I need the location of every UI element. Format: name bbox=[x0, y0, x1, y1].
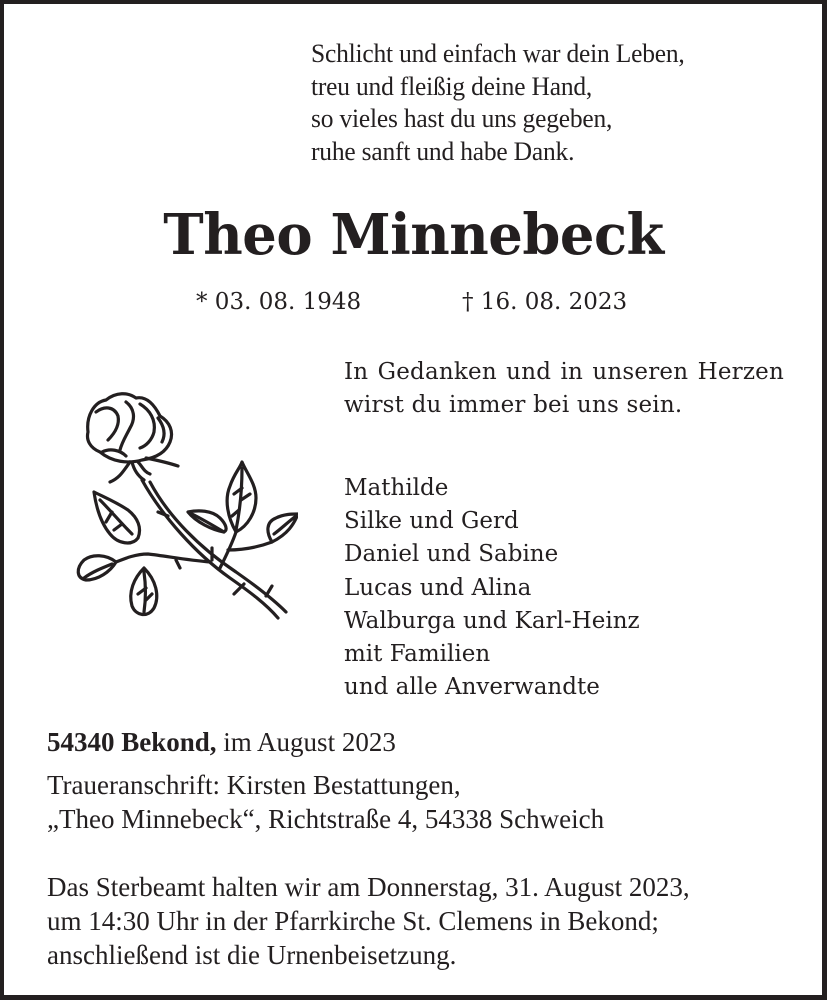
funeral-service-info bbox=[47, 870, 690, 972]
mourner-entry: Lucas und Alina bbox=[344, 574, 532, 601]
mourner-entry: Mathilde bbox=[344, 475, 449, 501]
poem-line: treu und fleißig deine Hand, bbox=[311, 71, 593, 101]
place: 54340 Bekond, bbox=[47, 727, 217, 757]
rose-icon bbox=[66, 382, 298, 626]
memorial-quote: In Gedanken und in unseren Herzen wirst du immer bei uns sein. bbox=[344, 359, 784, 418]
mourner-entry: und alle Anverwandte bbox=[344, 674, 600, 701]
mourning-address bbox=[47, 768, 604, 836]
date: im August 2023 bbox=[216, 727, 396, 757]
address-line: „Theo Minnebeck“, Richtstraße 4, 54338 Schweich bbox=[47, 804, 605, 834]
death-date: † 16. 08. 2023 bbox=[462, 289, 628, 315]
mourners-list bbox=[344, 472, 640, 704]
birth-date: * 03. 08. 1948 bbox=[196, 289, 362, 315]
service-line: um 14:30 Uhr in der Pfarrkirche St. Clemens in Bekond; bbox=[47, 906, 659, 936]
address-line: Traueranschrift: Kirsten Bestattungen, bbox=[47, 770, 461, 800]
service-line: anschließend ist die Urnenbeisetzung. bbox=[47, 940, 457, 970]
mourner-entry: Walburga und Karl-Heinz bbox=[344, 607, 640, 634]
service-line: Das Sterbeamt halten wir am Donnerstag, 31. August 2023, bbox=[47, 872, 690, 902]
memorial-poem bbox=[311, 38, 685, 168]
deceased-name: Theo Minnebeck bbox=[163, 202, 664, 268]
mourner-entry: mit Familien bbox=[344, 641, 491, 668]
poem-line: so vieles hast du uns gegeben, bbox=[311, 104, 613, 133]
place-and-date bbox=[47, 725, 396, 759]
mourner-entry: Daniel und Sabine bbox=[344, 541, 559, 568]
mourner-entry: Silke und Gerd bbox=[344, 508, 519, 535]
poem-line: ruhe sanft und habe Dank. bbox=[311, 136, 575, 166]
poem-line: Schlicht und einfach war dein Leben, bbox=[311, 39, 685, 68]
